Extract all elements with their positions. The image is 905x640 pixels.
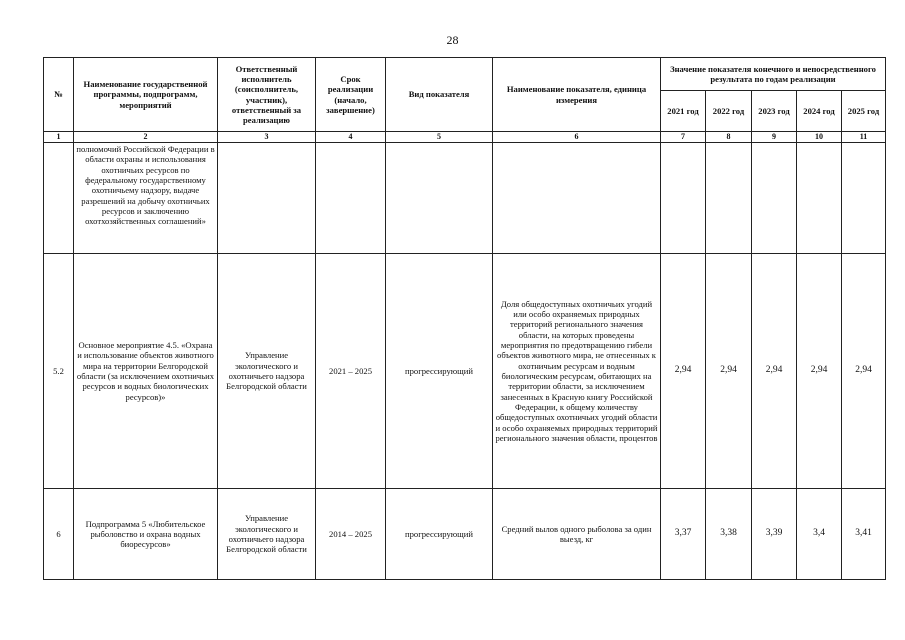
table-row: [44, 489, 886, 580]
column-number: 7: [661, 132, 706, 143]
row-number: 5.2: [44, 254, 74, 489]
header-year: 2023 год: [752, 91, 797, 132]
row-value: 2,94: [797, 254, 842, 489]
header-indicator-name: Наименование показателя, единица измерения: [493, 58, 661, 132]
row-indicator: Доля общедоступных охотничьих угодий или особо охраняемых природных территорий регионального значения области, на которых проведены мероприятия по предотвращению гибели объектов животного мира, не отнесенных к охотничьим ресурсам и водным биологическим ресурсам, обитающих на территории области, за исключением занесенных в Красную книгу Российской Федерации, к общему количеству общедоступных охотничьих угодий области и особо охраняемых природных территорий регионального значения области, процентов: [493, 254, 661, 489]
row-value: 2,94: [752, 254, 797, 489]
row-value: 2,94: [706, 254, 752, 489]
row-number: [44, 143, 74, 254]
row-value: [752, 143, 797, 254]
row-value: 3,38: [706, 489, 752, 580]
row-kind: [386, 143, 493, 254]
indicators-table: [43, 57, 886, 580]
column-number: 8: [706, 132, 752, 143]
row-name: полномочий Российской Федерации в области охраны и использования охотничьих ресурсов по федеральному государственному охотничьему надзору, выдаче разрешений на добычу охотничьих ресурсов и заключению охотхозяйственных соглашений»: [74, 143, 218, 254]
row-value: 3,41: [842, 489, 886, 580]
header-number: №: [44, 58, 74, 132]
column-number: 4: [316, 132, 386, 143]
column-number: 6: [493, 132, 661, 143]
row-kind: прогрессирующий: [386, 254, 493, 489]
column-number: 5: [386, 132, 493, 143]
header-year: 2025 год: [842, 91, 886, 132]
header-indicator-kind: Вид показателя: [386, 58, 493, 132]
header-year: 2021 год: [661, 91, 706, 132]
header-row: [44, 58, 886, 91]
row-value: [706, 143, 752, 254]
row-responsible: [218, 143, 316, 254]
column-number: 3: [218, 132, 316, 143]
header-year: 2024 год: [797, 91, 842, 132]
row-period: [316, 143, 386, 254]
row-value: [797, 143, 842, 254]
row-value: 3,37: [661, 489, 706, 580]
header-values-group: Значение показателя конечного и непосредственного результата по годам реализации: [661, 58, 886, 91]
table-row: [44, 254, 886, 489]
row-number: 6: [44, 489, 74, 580]
header-responsible: Ответственный исполнитель (соисполнитель, участник), ответственный за реализацию: [218, 58, 316, 132]
page-number: 28: [446, 33, 459, 47]
row-value: 2,94: [661, 254, 706, 489]
row-period: 2014 – 2025: [316, 489, 386, 580]
row-kind: прогрессирующий: [386, 489, 493, 580]
row-value: 3,4: [797, 489, 842, 580]
column-number: 10: [797, 132, 842, 143]
row-value: [842, 143, 886, 254]
row-value: 3,39: [752, 489, 797, 580]
column-numbers-row: [44, 132, 886, 143]
row-value: 2,94: [842, 254, 886, 489]
column-number: 9: [752, 132, 797, 143]
row-value: [661, 143, 706, 254]
row-period: 2021 – 2025: [316, 254, 386, 489]
header-year: 2022 год: [706, 91, 752, 132]
column-number: 2: [74, 132, 218, 143]
table-row: [44, 143, 886, 254]
row-indicator: Средний вылов одного рыболова за один выезд, кг: [493, 489, 661, 580]
row-name: Основное мероприятие 4.5. «Охрана и использование объектов животного мира на территории Белгородской области (за исключением охотничьих ресурсов и водных биологических ресурсов)»: [74, 254, 218, 489]
row-indicator: [493, 143, 661, 254]
column-number: 11: [842, 132, 886, 143]
header-program-name: Наименование государственной программы, подпрограмм, мероприятий: [74, 58, 218, 132]
column-number: 1: [44, 132, 74, 143]
row-name: Подпрограмма 5 «Любительское рыболовство и охрана водных биоресурсов»: [74, 489, 218, 580]
header-period: Срок реализации (начало, завершение): [316, 58, 386, 132]
row-responsible: Управление экологического и охотничьего надзора Белгородской области: [218, 489, 316, 580]
row-responsible: Управление экологического и охотничьего надзора Белгородской области: [218, 254, 316, 489]
